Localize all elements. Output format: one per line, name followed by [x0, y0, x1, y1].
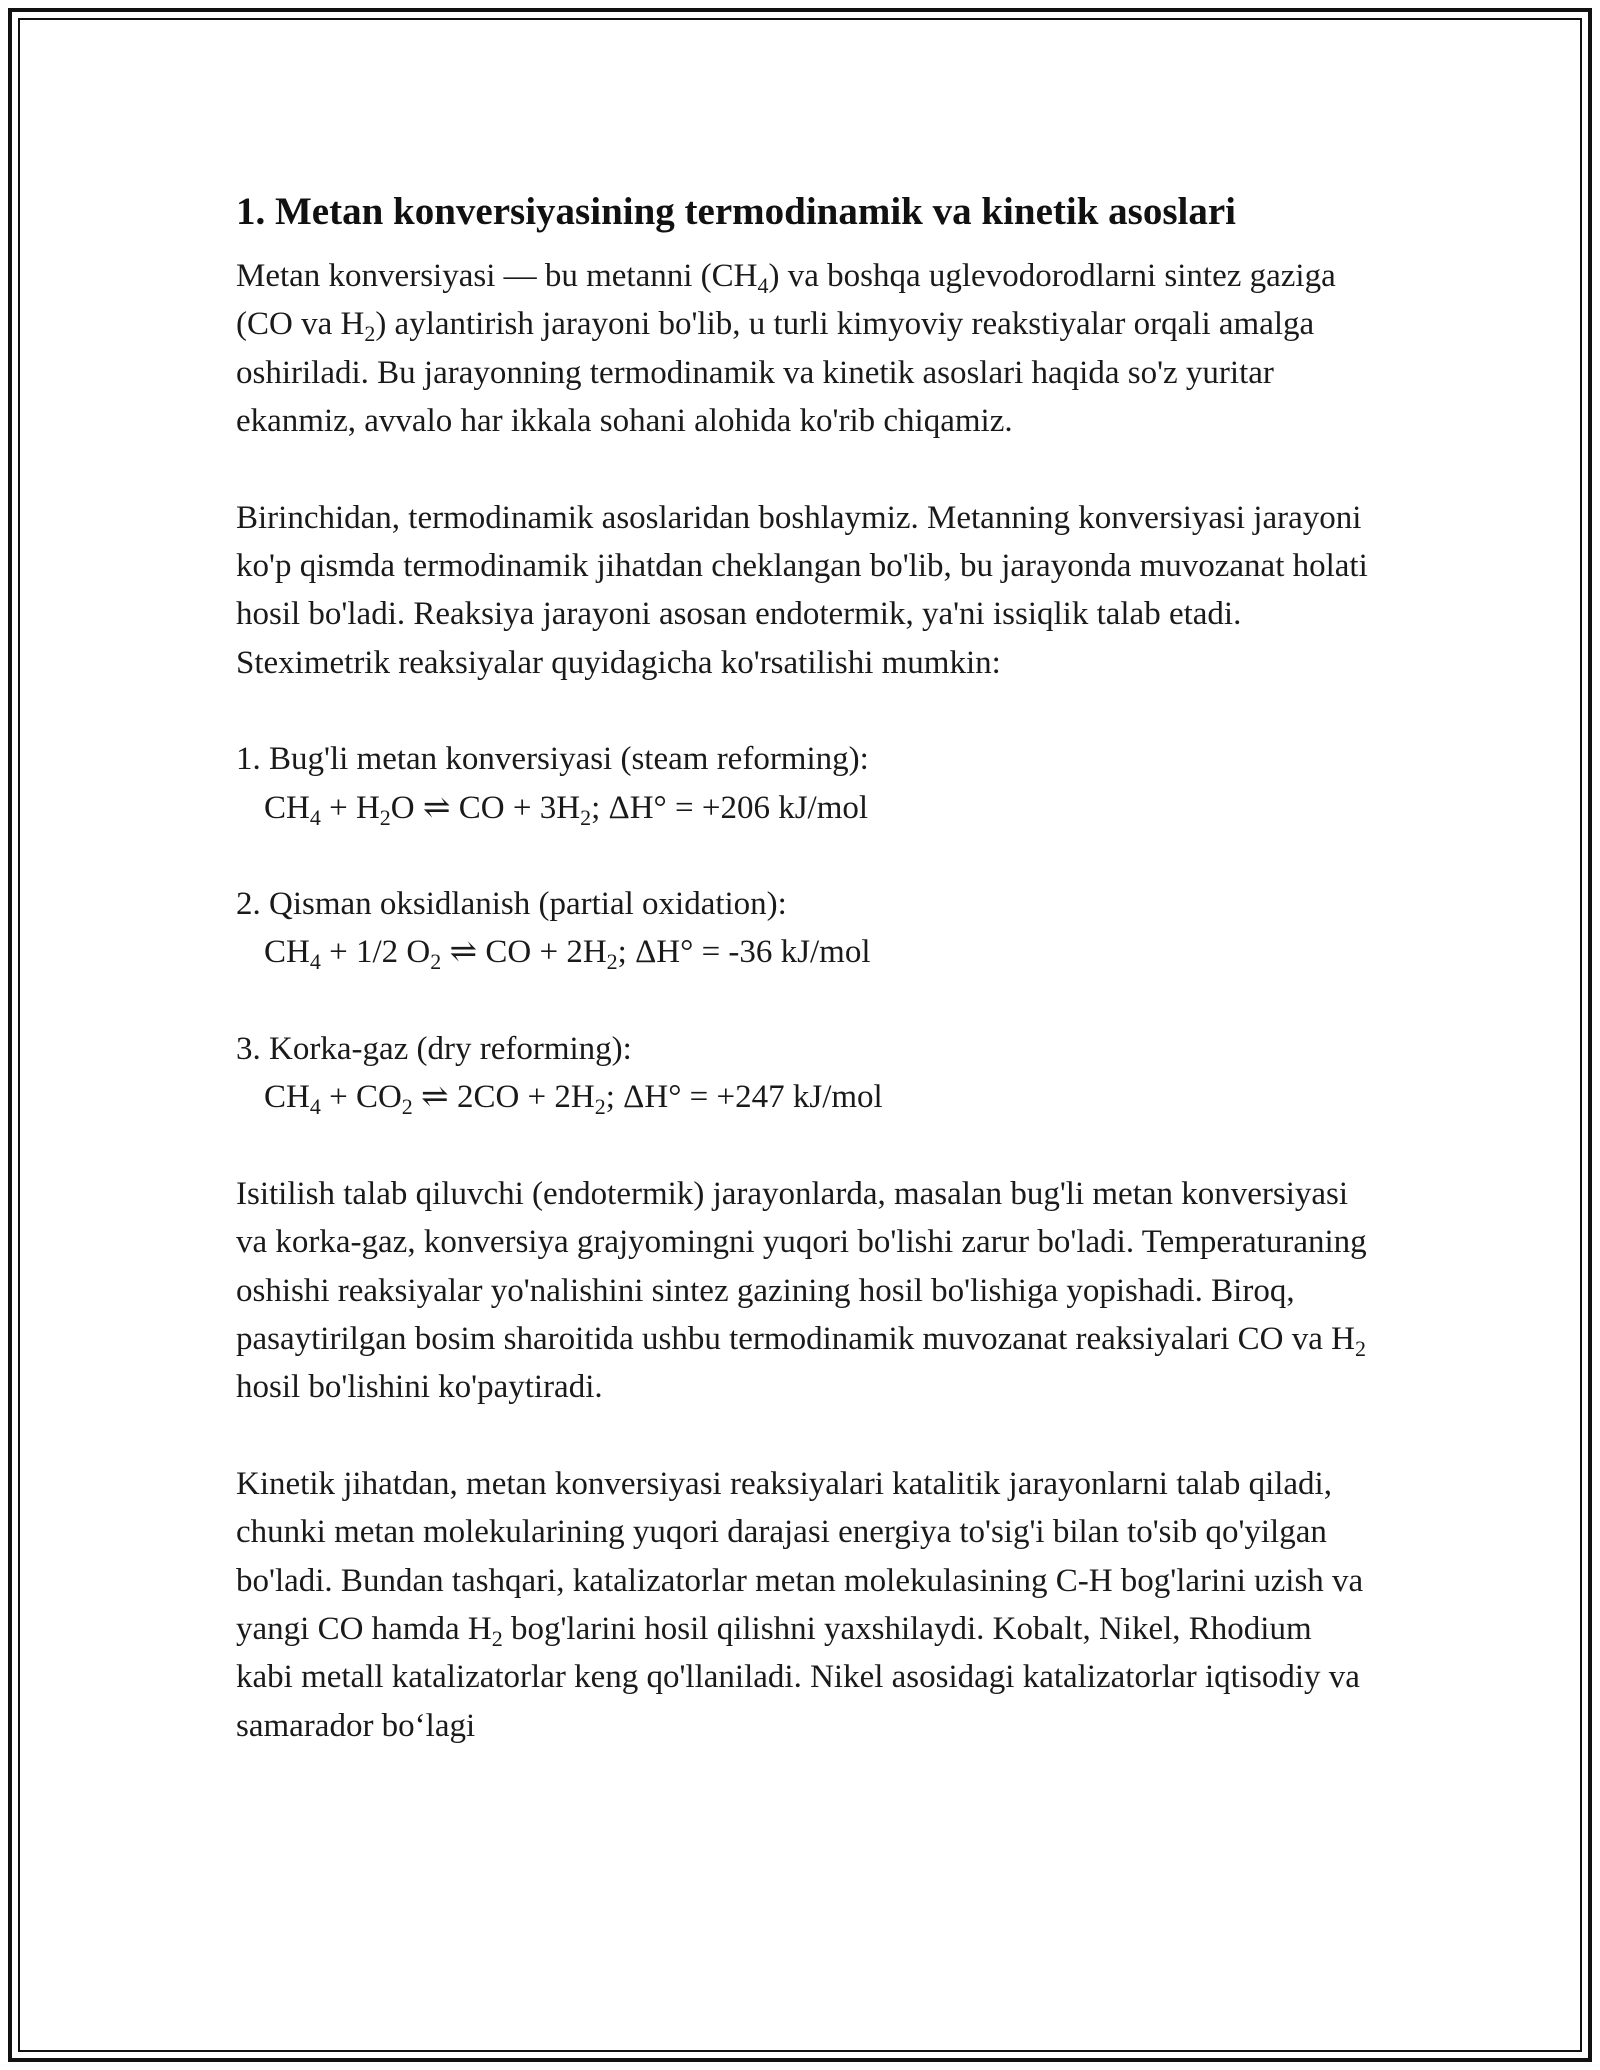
eq-run: O ⇌ CO + 3H	[390, 789, 581, 826]
text-run: Isitilish talab qiluvchi (endotermik) jarayonlarda, masalan bug'li metan konversiyasi va korka-gaz, konversiya grajyomingni yuqori bo'lishi zarur bo'ladi. Temperaturaning oshishi reaksiyalar yo'nalishini sintez gazining hosil bo'lishiga yopishadi. Biroq, pasaytirilgan bosim sharoitida ushbu termodinamik muvozanat reaksiyalari CO va H	[236, 1175, 1367, 1357]
subscript: 4	[309, 1094, 321, 1120]
text-run: bog'larini hosil qilishni yaxshilaydi. Kobalt, Nikel, Rhodium kabi metall katalizatorlar keng qo'llaniladi. Nikel asosidagi katalizatorlar iqtisodiy va samarador bo‘lagi	[236, 1610, 1360, 1744]
eq-run: + CO	[320, 1079, 402, 1116]
reaction-label: 1. Bug'li metan konversiyasi (steam reforming):	[236, 741, 869, 778]
document-body	[236, 186, 1376, 1798]
text-run: ) va boshqa uglevodorodlarni sintez gaziga (CO va H	[236, 258, 1336, 343]
paragraph-thermodynamics: Birinchidan, termodinamik asoslaridan boshlaymiz. Metanning konversiyasi jarayoni ko'p qismda termodinamik jihatdan cheklangan bo'lib, bu jarayonda muvozanat holati hosil bo'ladi. Reaksiya jarayoni asosan endotermik, ya'ni issiqlik talab etadi. Steximetrik reaksiyalar quyidagicha ko'rsatilishi mumkin:	[236, 499, 1368, 681]
text-run: hosil bo'lishini ko'paytiradi.	[236, 1369, 603, 1406]
reaction-3	[236, 1025, 1376, 1122]
eq-run: + H	[320, 789, 380, 826]
subscript: 4	[757, 273, 769, 298]
reaction-label: 3. Korka-gaz (dry reforming):	[236, 1030, 632, 1067]
subscript: 4	[309, 949, 321, 975]
subscript: 2	[1355, 1335, 1366, 1361]
eq-run: ⇌ CO + 2H	[441, 934, 607, 971]
eq-run: ⇌ 2CO + 2H	[412, 1079, 595, 1116]
reaction-equation	[236, 1073, 1376, 1121]
subscript: 2	[379, 804, 391, 830]
section-heading: 1. Metan konversiyasining termodinamik va kinetik asoslari	[236, 190, 1236, 233]
subscript: 2	[491, 1625, 503, 1651]
eq-run: + 1/2 O	[320, 934, 431, 971]
paragraph-intro	[236, 252, 1376, 446]
subscript: 2	[606, 949, 618, 975]
reaction-equation	[236, 784, 1376, 832]
reaction-equation	[236, 928, 1376, 976]
reaction-1	[236, 735, 1376, 832]
eq-run: CH	[264, 1079, 310, 1116]
reaction-2	[236, 880, 1376, 977]
paragraph-endothermic	[236, 1170, 1376, 1412]
eq-run: ; ΔH° = -36 kJ/mol	[617, 934, 871, 971]
subscript: 4	[309, 804, 321, 830]
subscript: 2	[401, 1094, 413, 1120]
text-run: Metan konversiyasi — bu metanni (CH	[236, 258, 758, 294]
subscript: 2	[430, 949, 442, 975]
eq-run: CH	[264, 789, 310, 826]
text-run: ) aylantirish jarayoni bo'lib, u turli kimyoviy reakstiyalar orqali amalga oshiriladi. Bu jarayonning termodinamik va kinetik asoslari haqida so'z yuritar ekanmiz, avvalo har ikkala sohani alohida ko'rib chiqamiz.	[236, 306, 1315, 440]
eq-run: CH	[264, 934, 310, 971]
subscript: 2	[364, 321, 376, 347]
paragraph-kinetic	[236, 1460, 1376, 1750]
reaction-label: 2. Qisman oksidlanish (partial oxidation):	[236, 886, 787, 923]
text-run: Kinetik jihatdan, metan konversiyasi reaksiyalari katalitik jarayonlarni talab qiladi, chunki metan molekularining yuqori darajasi energiya to'sig'i bilan to'sib qo'yilgan bo'ladi. Bundan tashqari, katalizatorlar metan molekulasining C-H bog'larini uzish va yangi CO hamda H	[236, 1465, 1364, 1647]
subscript: 2	[580, 804, 592, 830]
eq-run: ; ΔH° = +247 kJ/mol	[605, 1079, 883, 1116]
eq-run: ; ΔH° = +206 kJ/mol	[591, 789, 869, 826]
subscript: 2	[594, 1094, 606, 1120]
